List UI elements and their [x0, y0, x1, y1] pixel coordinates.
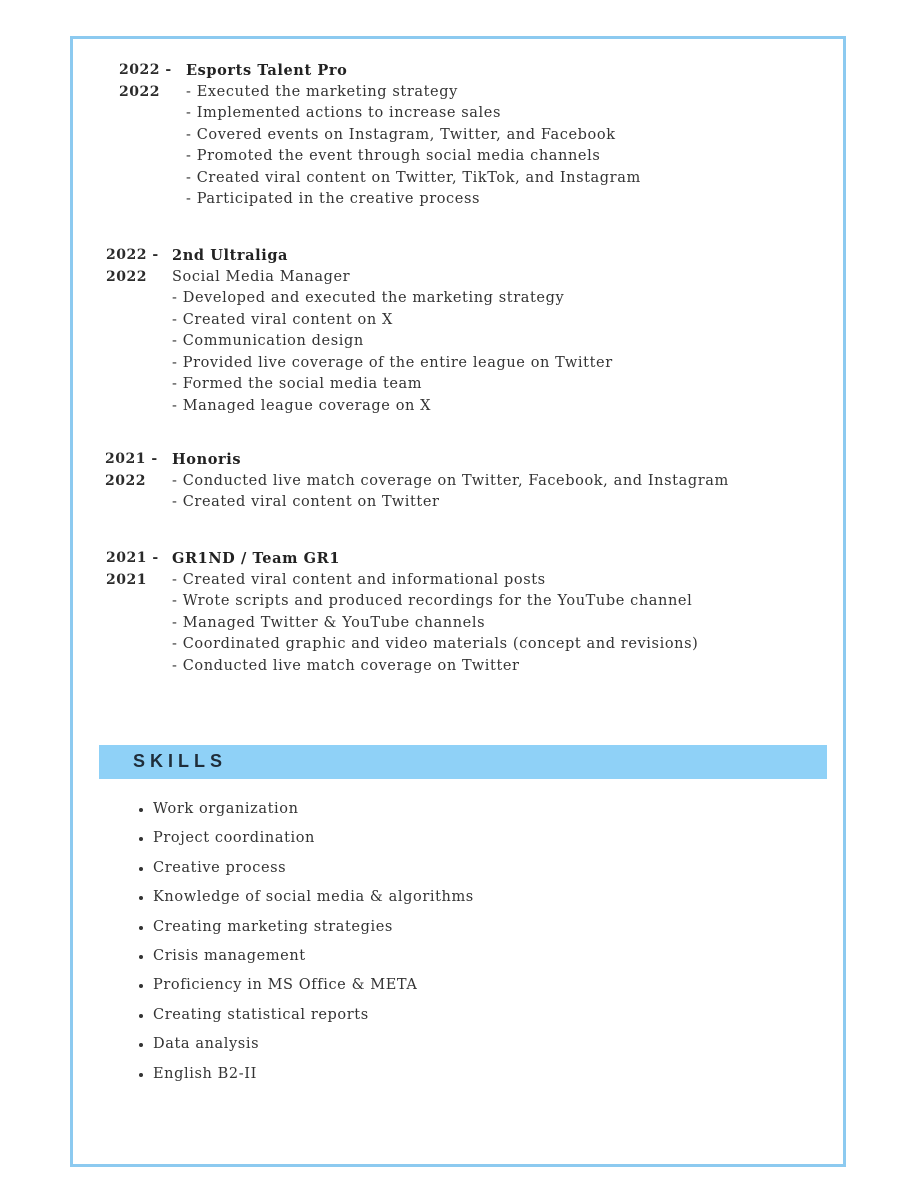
list-item: - Executed the marketing strategy — [186, 82, 641, 104]
skill-item: • Project coordination — [153, 824, 474, 853]
skill-item: • Creative process — [153, 854, 474, 883]
skill-item: • English B2-II — [153, 1060, 474, 1089]
date-start: 2022 - — [106, 247, 159, 263]
list-item: - Covered events on Instagram, Twitter, and Facebook — [186, 125, 641, 147]
skill-item: • Data analysis — [153, 1030, 474, 1059]
experience-bullets — [172, 471, 729, 514]
list-item: - Implemented actions to increase sales — [186, 103, 641, 125]
list-item: - Promoted the event through social media channels — [186, 146, 641, 168]
experience-bullets — [172, 570, 698, 678]
skill-item: • Crisis management — [153, 942, 474, 971]
list-item: - Developed and executed the marketing strategy — [172, 288, 613, 310]
date-start: 2021 - — [105, 451, 158, 467]
skills-header-bar — [99, 745, 827, 779]
list-item: - Conducted live match coverage on Twitter — [172, 656, 698, 678]
list-item: - Created viral content on Twitter, TikTok, and Instagram — [186, 168, 641, 190]
experience-bullets — [186, 82, 641, 211]
list-item: - Managed Twitter & YouTube channels — [172, 613, 698, 635]
skill-item: • Proficiency in MS Office & META — [153, 971, 474, 1000]
company-name: GR1ND / Team GR1 — [172, 550, 341, 567]
date-end: 2022 — [119, 83, 160, 100]
experience-dates — [106, 548, 159, 591]
skill-item: • Creating statistical reports — [153, 1001, 474, 1030]
date-end: 2022 — [105, 472, 146, 489]
list-item: - Communication design — [172, 331, 613, 353]
experience-details — [172, 548, 698, 677]
date-end: 2021 — [106, 571, 147, 588]
list-item: - Participated in the creative process — [186, 189, 641, 211]
list-item: - Coordinated graphic and video materials (concept and revisions) — [172, 634, 698, 656]
resume-page-frame — [70, 36, 846, 1167]
experience-dates — [106, 245, 159, 288]
job-role: Social Media Manager — [172, 268, 351, 285]
company-name: Esports Talent Pro — [186, 62, 348, 79]
skills-heading: SKILLS — [133, 751, 228, 771]
list-item: - Provided live coverage of the entire league on Twitter — [172, 353, 613, 375]
skill-item: • Knowledge of social media & algorithms — [153, 883, 474, 912]
experience-details — [186, 60, 641, 211]
date-start: 2021 - — [106, 550, 159, 566]
list-item: - Conducted live match coverage on Twitter, Facebook, and Instagram — [172, 471, 729, 493]
company-name: 2nd Ultraliga — [172, 247, 289, 264]
experience-bullets — [172, 288, 613, 417]
date-start: 2022 - — [119, 62, 172, 78]
list-item: - Created viral content and informational posts — [172, 570, 698, 592]
skill-item: • Creating marketing strategies — [153, 913, 474, 942]
company-name: Honoris — [172, 451, 242, 468]
experience-details — [172, 245, 613, 417]
experience-dates — [105, 449, 158, 492]
list-item: - Managed league coverage on X — [172, 396, 613, 418]
experience-details — [172, 449, 729, 514]
experience-dates — [119, 60, 172, 103]
date-end: 2022 — [106, 268, 147, 285]
list-item: - Wrote scripts and produced recordings for the YouTube channel — [172, 591, 698, 613]
skill-item: • Work organization — [153, 795, 474, 824]
list-item: - Formed the social media team — [172, 374, 613, 396]
skills-list — [133, 795, 474, 1089]
list-item: - Created viral content on X — [172, 310, 613, 332]
list-item: - Created viral content on Twitter — [172, 492, 729, 514]
